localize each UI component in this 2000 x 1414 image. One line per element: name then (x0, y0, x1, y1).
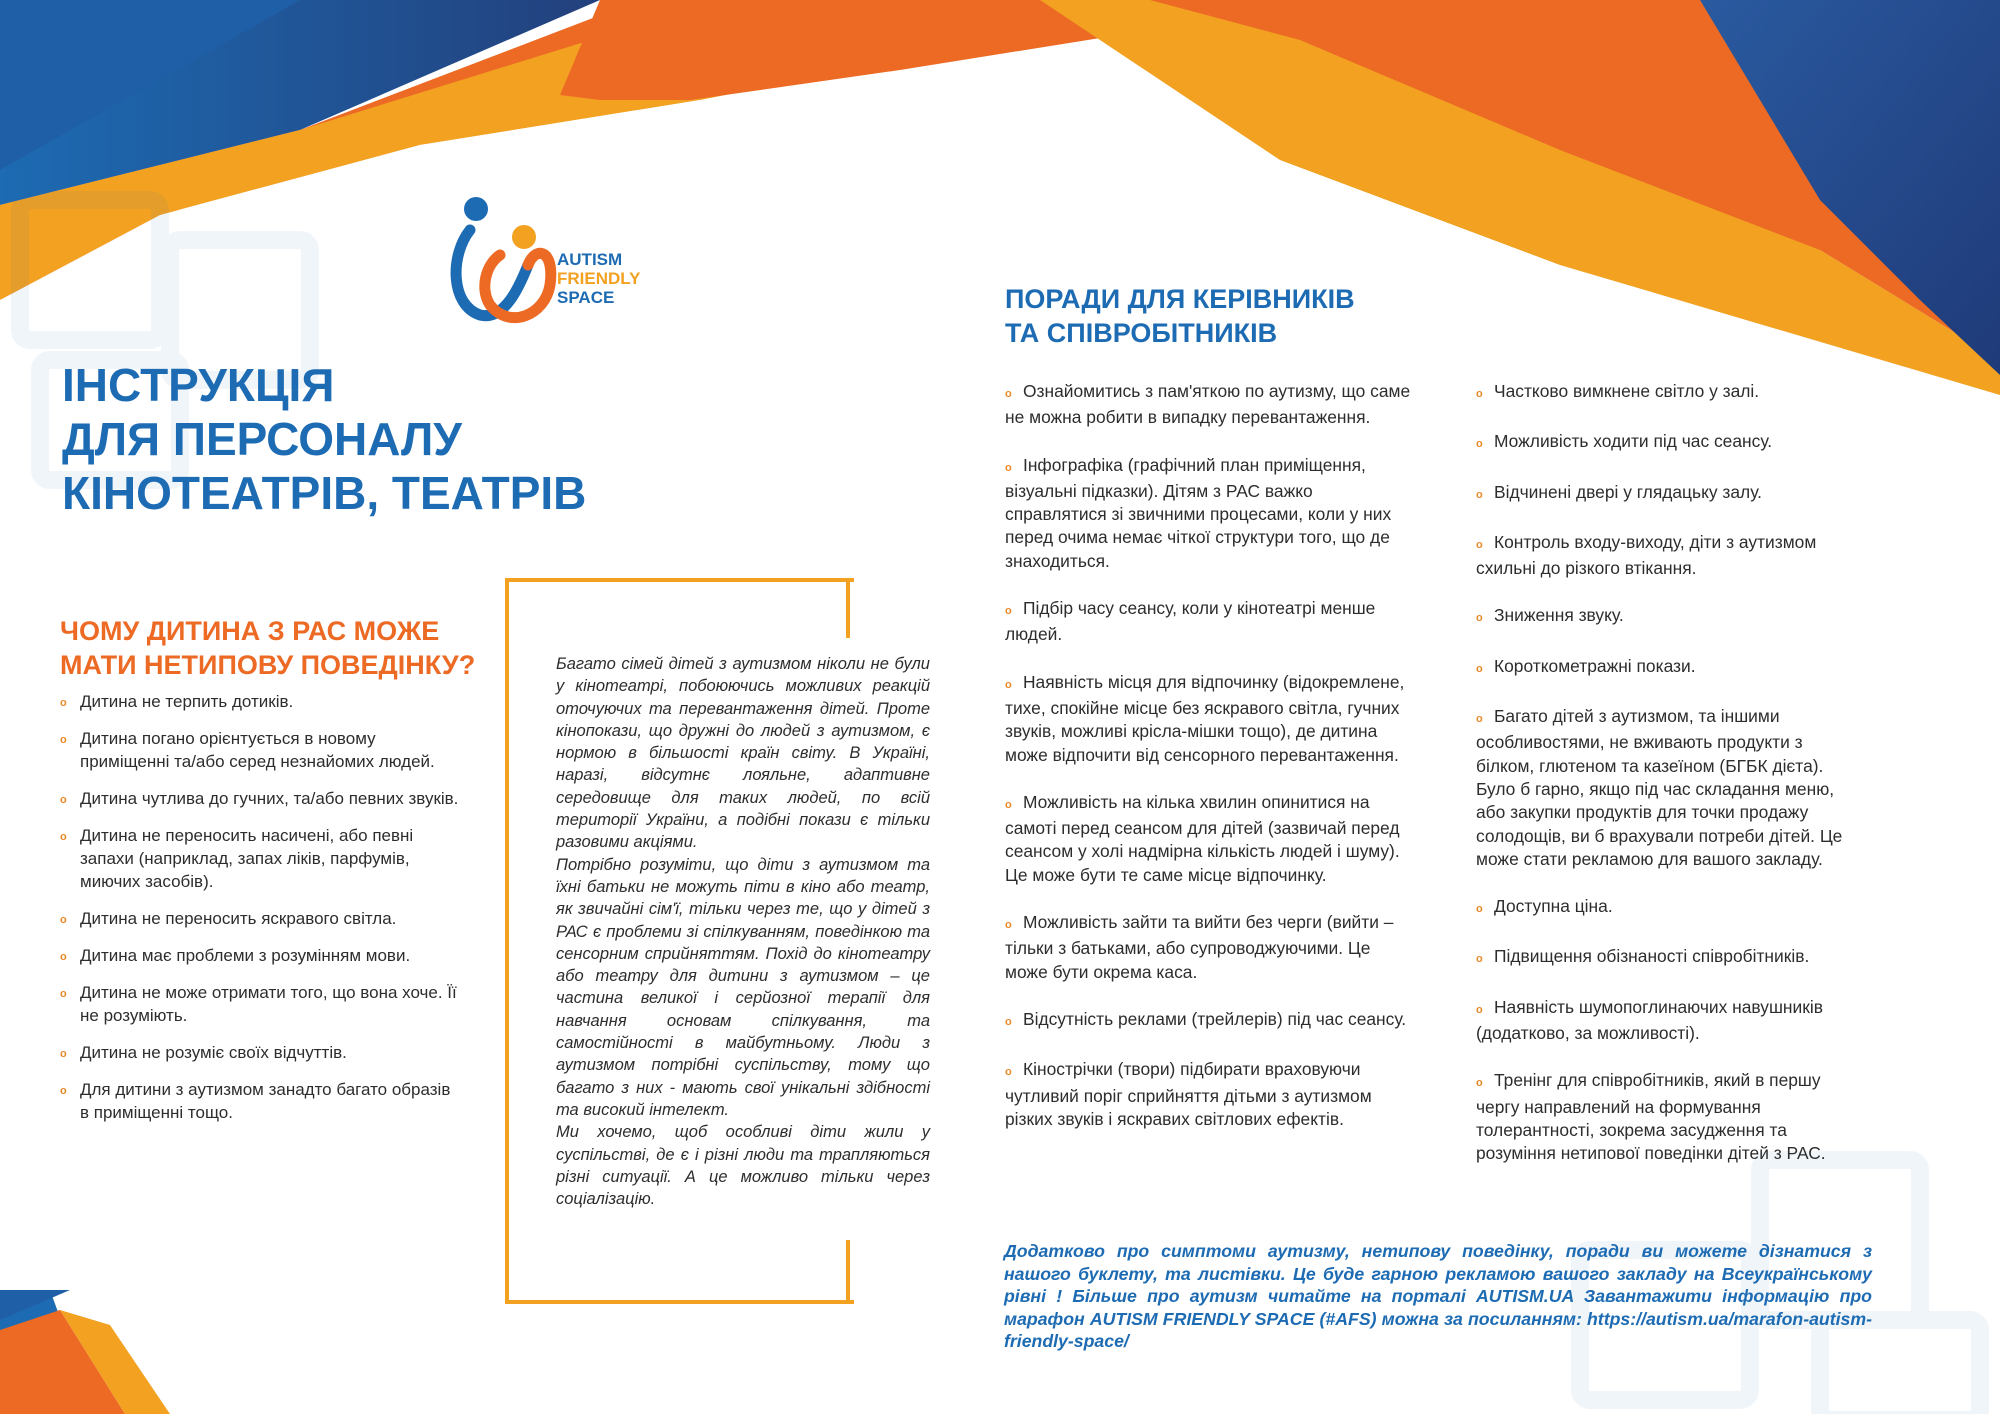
why-heading-line-1: ЧОМУ ДИТИНА З РАС МОЖЕ (60, 616, 440, 646)
logo-line-autism: AUTISM (557, 250, 623, 269)
bullet-icon: o (1005, 1066, 1012, 1079)
list-item: o Підбір часу сеансу, коли у кінотеатрі менше людей. (1005, 598, 1376, 645)
list-item: o Дитина не переносить насичені, або певні запахи (наприклад, запах ліків, парфумів, миючих засобів). (60, 826, 414, 891)
list-item: o Зниження звуку. (1476, 604, 1856, 630)
list-item: o Тренінг для співробітників, який в першу чергу направлений на формування толерантності, зокрема засудження та розуміння нетипової поведінки дітей з РАС. (1476, 1070, 1826, 1164)
bullet-icon: o (1005, 461, 1012, 474)
title-line-1: ІНСТРУКЦІЯ (62, 359, 335, 411)
list-item: o Дитина не розуміє своїх відчуттів. (60, 1041, 460, 1064)
bullet-icon: o (1476, 903, 1483, 916)
frame-corner-bottom (846, 1240, 850, 1300)
bullet-icon: o (60, 1048, 67, 1060)
list-item: o Відсутність реклами (трейлерів) під час сеансу. (1005, 1008, 1415, 1034)
logo-wordmark (557, 250, 640, 307)
bullet-icon: o (60, 988, 67, 1000)
why-list (60, 690, 460, 1138)
bullet-icon: o (60, 794, 67, 806)
title-line-2: ДЛЯ ПЕРСОНАЛУ (62, 413, 462, 465)
bullet-icon: o (1005, 1015, 1012, 1028)
bullet-icon: o (1476, 612, 1483, 625)
frame-corner-top (846, 578, 850, 638)
bullet-icon: o (60, 697, 67, 709)
list-item: o Кінострічки (твори) підбирати враховуючи чутливий поріг сприйняття дітьми з аутизмом різких звуків і яскравих світлових ефектів. (1005, 1059, 1372, 1129)
list-item: o Наявність шумопоглинаючих навушників (додатково, за можливості). (1476, 996, 1823, 1044)
list-item: o Наявність місця для відпочинку (відокремлене, тихе, спокійне місце без яскравого світла, гучних звуків, можливі крісла-мішки тощо), де дитина може відпочити від сенсорного перевантаження. (1005, 671, 1405, 765)
logo-figure-head-orange (512, 225, 536, 249)
tips-heading-line-1: ПОРАДИ ДЛЯ КЕРІВНИКІВ (1005, 284, 1355, 314)
bullet-icon: o (60, 1085, 67, 1097)
intro-text (556, 653, 930, 1210)
list-item: o Можливість зайти та вийти без черги (вийти – тільки з батьками, або супроводжуючими. Це може бути окрема каса. (1005, 912, 1394, 982)
bullet-icon: o (1476, 1077, 1483, 1090)
bullet-icon: o (60, 914, 67, 926)
list-item: o Підвищення обізнаності співробітників. (1476, 945, 1856, 971)
bullet-icon: o (1476, 388, 1483, 400)
title-line-3: КІНОТЕАТРІВ, ТЕАТРІВ (62, 467, 587, 519)
bullet-icon: o (1005, 678, 1012, 691)
bullet-icon: o (1476, 438, 1483, 451)
list-item: o Дитина має проблеми з розумінням мови. (60, 944, 460, 967)
logo-line-friendly: FRIENDLY (557, 269, 641, 288)
why-heading-line-2: МАТИ НЕТИПОВУ ПОВЕДІНКУ? (60, 650, 476, 680)
page-title (62, 358, 622, 520)
footer-note: Додатково про симптоми аутизму, нетипову поведінку, поради ви можете дізнатися з нашого буклету, та листівки. Це буде гарною рекламою вашого закладу на Всеукраїнському рівні ! Більше про аутизм читайте на порталі AUTISM.UA Завантажити інформацію про марафон AUTISM FRIENDLY SPACE (#AFS) можна за посиланням: https://autism.ua/marafon-autism-friendly-space/ (1004, 1241, 1872, 1351)
bullet-icon: o (1476, 1003, 1483, 1016)
list-item: o Можливість ходити під час сеансу. (1476, 430, 1856, 456)
list-item: o Відчинені двері у глядацьку залу. (1476, 481, 1856, 507)
bullet-icon: o (1476, 662, 1483, 675)
list-item: o Дитина не переносить яскравого світла. (60, 907, 460, 930)
list-item: o Частково вимкнене світло у залі. (1476, 380, 1856, 406)
list-item: o Для дитини з аутизмом занадто багато образів в приміщенні тощо. (60, 1080, 451, 1122)
list-item: o Короткометражні покази. (1476, 655, 1856, 681)
bullet-icon: o (1005, 388, 1012, 400)
logo-line-space: SPACE (557, 288, 615, 307)
list-item: o Доступна ціна. (1476, 895, 1856, 921)
tips-list-left (1005, 380, 1415, 1155)
list-item: o Інфографіка (графічний план приміщення, візуальні підказки). Дітям з РАС важко справлятися зі звичними процесами, коли у них перед очима немає чіткої структури того, що де знаходиться. (1005, 454, 1392, 571)
tips-heading-line-2: ТА СПІВРОБІТНИКІВ (1005, 318, 1278, 348)
bullet-icon: o (60, 734, 67, 746)
bullet-icon: o (1476, 953, 1483, 966)
tips-list-right (1476, 380, 1856, 1190)
bullet-icon: o (1005, 919, 1012, 932)
list-item: o Ознайомитись з пам'яткою по аутизму, що саме не можна робити в випадку перевантаження. (1005, 381, 1411, 428)
bullet-icon: o (1476, 538, 1483, 551)
bullet-icon: o (60, 951, 67, 963)
tips-heading (1005, 282, 1465, 350)
list-item: o Дитина погано орієнтується в новому приміщенні та/або серед незнайомих людей. (60, 729, 435, 771)
intro-paragraph-1: Багато сімей дітей з аутизмом ніколи не були у кінотеатрі, побоюючись можливих реакцій оточуючих та перевантаження дітей. Проте кінопокази, що дружні до людей з аутизмом, є нормою в більшості країн світу. В Україні, наразі, відсутнє лояльне, адаптивне середовище для таких людей, по всій території України, а подібні покази є тільки разовими акціями. (556, 655, 930, 852)
list-item: o Багато дітей з аутизмом, та іншими особливостями, не вживають продукти з білком, глютеном та казеїном (БГБК дієта). Було б гарно, якщо під час складання меню, або закупки продуктів для точки продажу солодощів, ви б врахували потреби дітей. Це може стати рекламою для вашого закладу. (1476, 706, 1843, 869)
why-heading (60, 614, 500, 682)
bullet-icon: o (1005, 798, 1012, 811)
logo-figure-head-blue (464, 197, 488, 221)
list-item: o Дитина не може отримати того, що вона хоче. Її не розуміють. (60, 983, 457, 1025)
list-item: o Дитина чутлива до гучних, та/або певних звуків. (60, 787, 460, 810)
bullet-icon: o (1476, 488, 1483, 501)
bullet-icon: o (60, 831, 67, 843)
intro-paragraph-2: Потрібно розуміти, що діти з аутизмом та їхні батьки не можуть піти в кіно або театр, як звичайні сім'ї, тільки через те, що у дітей з РАС є проблеми зі спілкуванням, поведінкою та сенсорним сприйняттям. Похід до кінотеатру або театру для дитини з аутизмом – це частина великої і серйозної терапії для навчання основам спілкування, та самостійності в майбутньому. Люди з аутизмом потрібні суспільству, тому що багато з них - мають свої унікальні здібності та високий інтелект. (556, 855, 930, 1119)
intro-paragraph-3: Ми хочемо, щоб особливі діти жили у суспільстві, де є і різні люди та трапляються різні ситуації. А це можливо тільки через соціалізацію. (556, 1123, 930, 1209)
bullet-icon: o (1476, 713, 1483, 726)
list-item: o Контроль входу-виходу, діти з аутизмом схильні до різкого втікання. (1476, 531, 1817, 579)
bullet-icon: o (1005, 605, 1012, 618)
list-item: o Дитина не терпить дотиків. (60, 690, 460, 713)
list-item: o Можливість на кілька хвилин опинитися на самоті перед сеансом для дітей (зазвичай перед сеансом у холі надмірна кількість людей і шуму). Це може бути те саме місце відпочинку. (1005, 791, 1400, 885)
